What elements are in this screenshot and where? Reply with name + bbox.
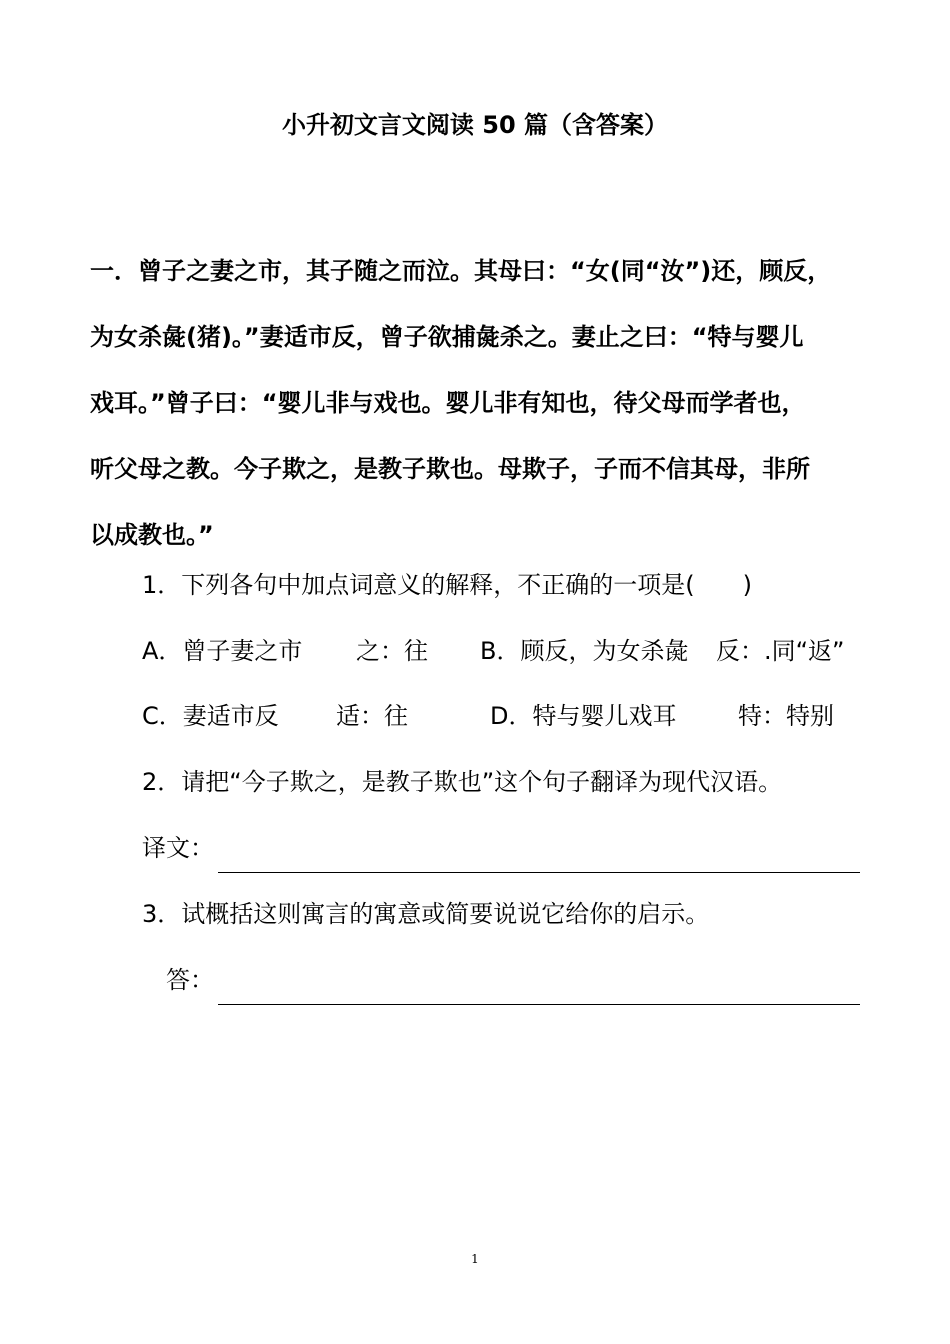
option-a-gloss: 之：往 (356, 637, 428, 665)
passage-line: 听父母之教。今子欺之，是教子欺也。母欺子，子而不信其母，非所 (90, 455, 810, 483)
option-b: B．顾反，为女杀彘 (480, 637, 689, 665)
answer-line[interactable] (218, 1004, 860, 1005)
passage (90, 238, 870, 568)
passage-line: 以成教也。” (90, 521, 214, 549)
question-2: 2．请把“今子欺之，是教子欺也”这个句子翻译为现代汉语。 (142, 768, 783, 796)
option-a: A．曾子妻之市 (142, 637, 303, 665)
option-d-gloss: 特：特别 (738, 702, 834, 730)
translation-label: 译文： (142, 834, 214, 862)
option-d: D．特与婴儿戏耳 (490, 702, 677, 730)
option-c-gloss: 适：往 (336, 702, 408, 730)
page-number: 1 (471, 1252, 479, 1266)
answer-label: 答： (166, 966, 214, 994)
translation-answer-line[interactable] (218, 872, 860, 873)
passage-line: 一．曾子之妻之市，其子随之而泣。其母曰：“女(同“汝”)还，顾反， (90, 257, 832, 285)
question-3: 3．试概括这则寓言的寓意或简要说说它给你的启示。 (142, 900, 710, 928)
passage-line: 为女杀彘(猪)。”妻适市反，曾子欲捕彘杀之。妻止之曰：“特与婴儿 (90, 323, 804, 351)
options-row-ab (142, 634, 882, 668)
question-1: 1．下列各句中加点词意义的解释，不正确的一项是( ) (142, 571, 752, 599)
option-b-gloss: 反：.同“返” (716, 637, 845, 665)
options-row-cd (142, 699, 882, 733)
passage-line: 戏耳。”曾子曰：“婴儿非与戏也。婴儿非有知也，待父母而学者也， (90, 389, 806, 417)
option-c: C．妻适市反 (142, 702, 279, 730)
page-title: 小升初文言文阅读 50 篇（含答案） (281, 111, 669, 139)
